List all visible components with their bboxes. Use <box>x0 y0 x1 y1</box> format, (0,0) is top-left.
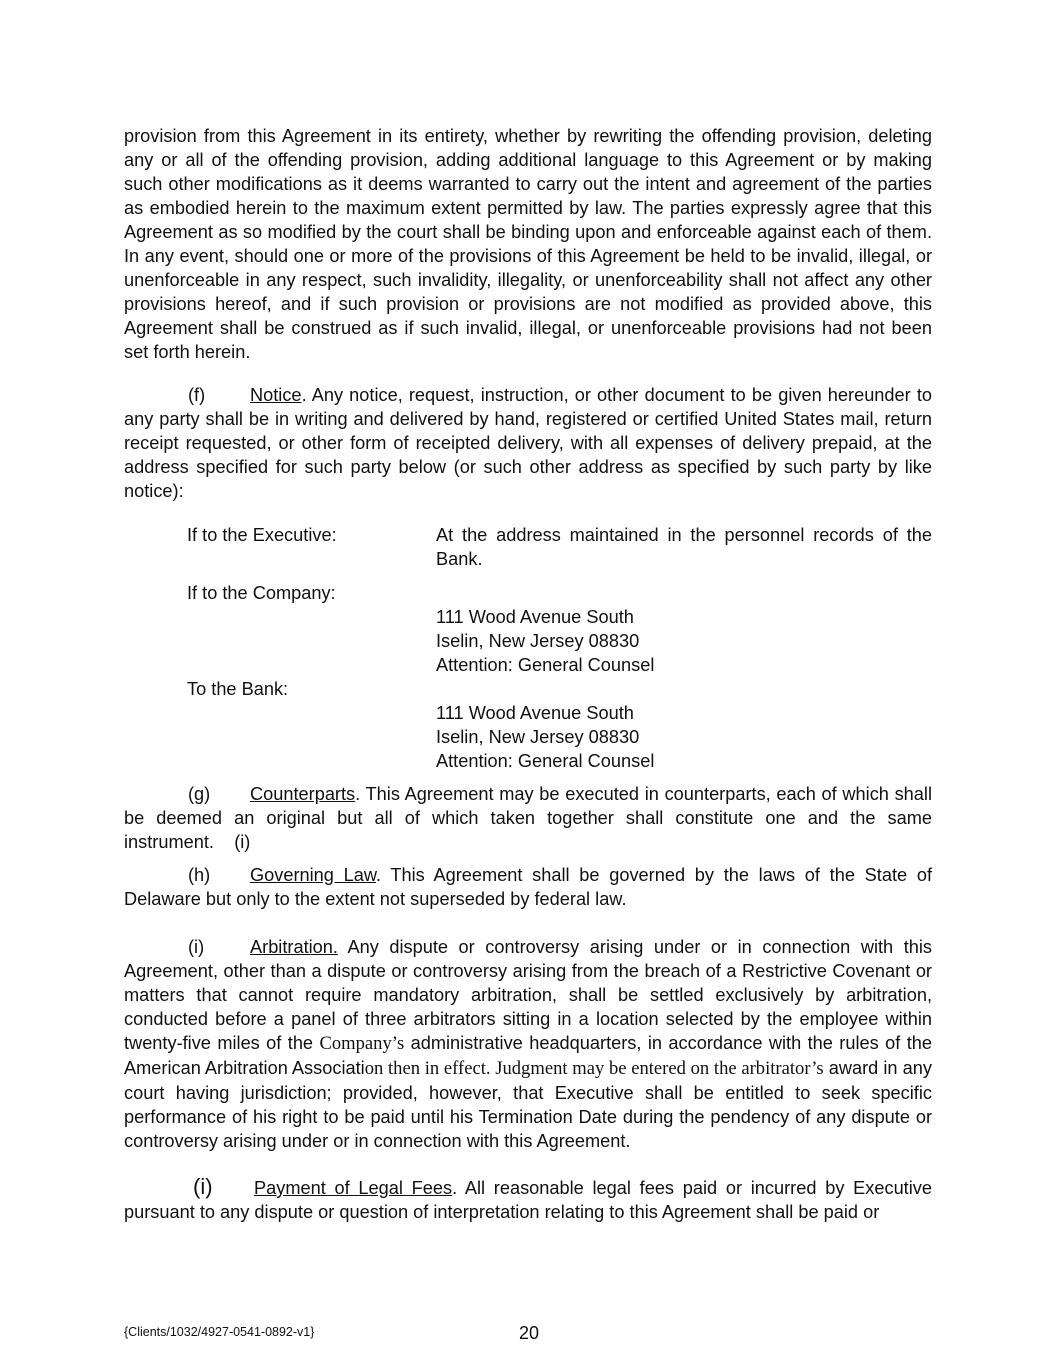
counterparts-text: . This Agreement may be executed in counterparts, each of which shall be deemed an original but all of which taken together shall constitute one and the same instrument. <box>124 784 932 852</box>
company-address-line2: Iselin, New Jersey 08830 <box>436 631 640 651</box>
bank-label: To the Bank: <box>187 679 289 699</box>
counterparts-paragraph <box>124 782 932 854</box>
counterparts-heading: Counterparts <box>250 784 356 804</box>
executive-label: If to the Executive: <box>187 525 337 545</box>
legal-fees-text: . All reasonable legal fees paid or incurred by Executive pursuant to any dispute or question of interpretation relating to this Agreement shall be paid or <box>124 1178 932 1222</box>
counterparts-trailing: (i) <box>234 832 251 852</box>
governing-law-paragraph <box>124 863 932 911</box>
governing-law-heading: Governing Law <box>250 865 376 885</box>
company-label: If to the Company: <box>187 583 336 603</box>
bank-address-line3: Attention: General Counsel <box>436 751 655 771</box>
arbitration-text-serif1: Company’s <box>319 1033 405 1054</box>
executive-address: At the address maintained in the personnel records of the Bank. <box>436 525 932 569</box>
continuation-paragraph: provision from this Agreement in its entirety, whether by rewriting the offending provision, deleting any or all of the offending provision, adding additional language to this Agreement or by making such other modifications as it deems warranted to carry out the intent and agreement of the parties as embodied herein to the maximum extent permitted by law. The parties expressly agree that this Agreement as so modified by the court shall be binding upon and enforceable against each of them. In any event, should one or more of the provisions of this Agreement be held to be invalid, illegal, or unenforceable in any respect, such invalidity, illegality, or unenforceability shall not affect any other provisions hereof, and if such provision or provisions are not modified as provided above, this Agreement shall be construed as if such invalid, illegal, or unenforceable provisions had not been set forth herein. <box>124 126 932 362</box>
arbitration-text-a: Any dispute or controversy arising under or in connection with this Agreement, other than a dispute or controversy arising from the breach of a Restrictive Covenant or matters that cannot require mandatory arbitration, shall be settled exclusively by arbitration, conducted before a panel of three arbitrators sitting in a location selected by the employee within twenty-five miles of the <box>124 937 932 1053</box>
legal-fees-heading: Payment of Legal Fees <box>254 1178 453 1198</box>
arbitration-text-b: administrative headquarters, in accordance with the rules of the American Arbitration Associati <box>124 1033 933 1078</box>
arbitration-paragraph <box>124 935 932 1153</box>
legal-fees-label: (i) <box>193 1174 213 1199</box>
notice-label: (f) <box>188 385 206 405</box>
footer-document-id: {Clients/1032/4927-0541-0892-v1} <box>124 1325 315 1339</box>
legal-fees-paragraph <box>124 1175 932 1224</box>
footer-page-number: 20 <box>519 1323 540 1343</box>
company-address-line3: Attention: General Counsel <box>436 655 655 675</box>
governing-law-label: (h) <box>188 865 211 885</box>
company-address-line1: 111 Wood Avenue South <box>436 607 634 627</box>
notice-paragraph <box>124 383 932 503</box>
governing-law-text: . This Agreement shall be governed by the laws of the State of Delaware but only to the extent not superseded by federal law. <box>124 865 932 909</box>
notice-heading: Notice <box>250 385 302 405</box>
arbitration-text-c: award in any court having jurisdiction; provided, however, that Executive shall be entitled to seek specific performance of his right to be paid until his Termination Date during the pendency of any dispute or controversy arising under or in connection with this Agreement. <box>124 1058 932 1151</box>
counterparts-label: (g) <box>188 784 211 804</box>
bank-address-line2: Iselin, New Jersey 08830 <box>436 727 640 747</box>
arbitration-label: (i) <box>188 937 205 957</box>
arbitration-heading: Arbitration. <box>250 937 338 957</box>
arbitration-text-serif2: on then in effect. Judgment may be entered on the arbitrator’s <box>364 1058 824 1079</box>
notice-text: . Any notice, request, instruction, or other document to be given hereunder to any party shall be in writing and delivered by hand, registered or certified United States mail, return receipt requested, or other form of receipted delivery, with all expenses of delivery prepaid, at the address specified for such party below (or such other address as specified by such party by like notice): <box>124 385 932 501</box>
bank-address-line1: 111 Wood Avenue South <box>436 703 634 723</box>
